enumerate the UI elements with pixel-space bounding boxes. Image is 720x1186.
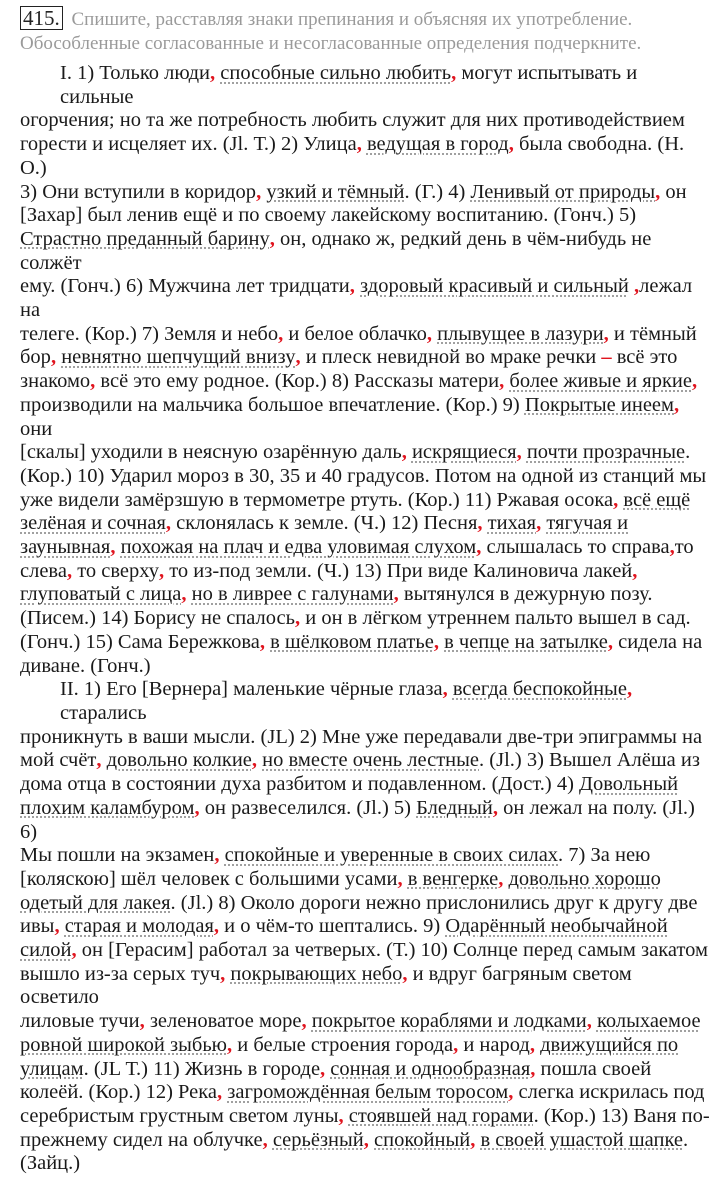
text-segment: . (683, 1128, 689, 1151)
text-line (20, 868, 710, 892)
text-line (20, 607, 710, 631)
inserted-punctuation: , (356, 133, 362, 156)
inserted-punctuation: , (50, 346, 57, 369)
underlined-definition: почти прозрачные (526, 441, 686, 464)
text-line (20, 512, 710, 536)
text-line (20, 1129, 710, 1153)
inserted-punctuation: , (586, 1010, 592, 1033)
underlined-definition: плохим каламбуром (20, 796, 195, 819)
underlined-definition: глуповатый с лица (20, 583, 182, 606)
text-segment: и плеск невидной во мраке речки (300, 346, 602, 369)
text-segment: лежал на (20, 275, 693, 322)
inserted-punctuation: , (110, 536, 116, 559)
text-segment: . (Jl.) 8) Около дороги нежно прислонились друг к другу две (170, 891, 698, 914)
text-segment: . 7) За нею (558, 844, 651, 867)
text-segment: и белые строения города (232, 1033, 454, 1056)
text-segment: могут испытывать и сильные (60, 62, 638, 108)
text-segment: бор (20, 346, 51, 369)
underlined-definition: в венгерке (407, 867, 499, 890)
exercise-text (20, 62, 710, 1176)
text-line (20, 631, 710, 655)
inserted-punctuation: , (158, 559, 165, 582)
inserted-punctuation: , (499, 370, 505, 393)
inserted-punctuation: , (603, 322, 609, 345)
text-line (20, 536, 710, 560)
underlined-definition: довольно хорошо (508, 867, 661, 890)
underlined-definition: сонная и однообразная (330, 1057, 531, 1080)
inserted-punctuation: , (607, 630, 613, 653)
text-segment: он, однако ж, редкий день в чём-нибудь не солжёт (20, 227, 652, 274)
text-line (20, 963, 710, 1010)
text-segment: (Зайц.) (20, 1152, 81, 1175)
text-segment: знакомо (20, 370, 91, 393)
text-segment: вытянулся в дежурную позу. (398, 583, 653, 606)
text-segment: . (685, 441, 691, 464)
inserted-punctuation: , (508, 133, 514, 156)
text-segment: [скалы] уходили в неясную озарённую даль (20, 441, 402, 464)
text-segment: вышло из-за серых туч (20, 962, 221, 985)
inserted-punctuation: , (476, 536, 482, 559)
text-segment: всё это (611, 346, 678, 369)
text-segment: мой счёт (20, 749, 97, 772)
text-segment: то (674, 536, 694, 559)
text-line (20, 109, 710, 133)
text-segment: он развеселился. (Jl.) 5) (199, 796, 417, 819)
text-segment: серебристым грустным светом луны (20, 1104, 339, 1127)
inserted-punctuation: , (220, 962, 226, 985)
text-segment: и о чём-то шептались. 9) (219, 915, 446, 938)
text-segment: (Писем.) 14) Борису не спалось (20, 607, 295, 630)
text-line (20, 489, 710, 513)
underlined-definition: серьёзный (272, 1128, 364, 1151)
inserted-punctuation: , (262, 1128, 268, 1151)
inserted-punctuation: , (363, 1128, 369, 1151)
inserted-punctuation: , (516, 441, 522, 464)
inserted-punctuation: , (71, 939, 77, 962)
text-segment: дома отца в состоянии духа разбитом и подавленном. (Дост.) 4) (20, 773, 580, 796)
inserted-punctuation: , (295, 346, 301, 369)
text-line (20, 1105, 710, 1129)
text-segment: он (660, 180, 687, 203)
inserted-punctuation: , (529, 1033, 535, 1056)
underlined-definition: движущийся по (540, 1033, 679, 1056)
text-segment: и народ (458, 1033, 530, 1056)
underlined-definition: колыхаемое (596, 1010, 701, 1033)
underlined-definition: похожая на плач и едва уловимая слухом (120, 536, 477, 559)
underlined-definition: здоровый красивый и сильный (360, 275, 629, 298)
underlined-definition: ровной широкой зыбью (20, 1033, 227, 1056)
underlined-definition: Бледный (416, 796, 493, 819)
inserted-punctuation: , (634, 275, 640, 298)
inserted-punctuation: , (210, 62, 216, 84)
underlined-definition: тягучая и (546, 512, 629, 535)
inserted-punctuation: , (214, 844, 220, 867)
inserted-punctuation: , (393, 583, 399, 606)
text-segment: телеге. (Кор.) 7) Земля и небо (20, 322, 279, 345)
text-line (20, 394, 710, 441)
underlined-definition: плывущее в лазури (437, 322, 604, 345)
underlined-definition: более живые и яркие (509, 370, 692, 393)
inserted-punctuation: , (194, 796, 200, 819)
inserted-punctuation: , (226, 1033, 233, 1056)
text-segment: колеёй. (Кор.) 12) Река (20, 1081, 218, 1104)
text-segment: склонялась к земле. (Ч.) 12) Песня (171, 512, 478, 535)
underlined-definition: стоявшей над горами (348, 1104, 534, 1127)
text-line (20, 275, 710, 322)
underlined-definition: улицам (20, 1057, 84, 1080)
text-segment: то сверху (72, 559, 159, 582)
inserted-punctuation: , (217, 1081, 223, 1104)
underlined-definition: искрящиеся (411, 441, 517, 464)
inserted-punctuation: , (397, 867, 403, 890)
underlined-definition: одетый для лакея (20, 891, 171, 914)
text-line (20, 560, 710, 584)
text-line (20, 892, 710, 916)
text-segment: . (JL Т.) 11) Жизнь в городе (83, 1057, 321, 1080)
underlined-definition: в шёлковом платье (270, 630, 434, 653)
underlined-definition: но в ливрее с галунами (191, 583, 394, 606)
inserted-punctuation: , (301, 1010, 307, 1033)
text-line (20, 1058, 710, 1082)
text-segment: производили на мальчика большое впечатление. (Кор.) 9) (20, 393, 525, 416)
text-segment: и вдруг багряным светом осветило (20, 962, 632, 1009)
text-segment: прежнему сидел на облучке (20, 1128, 263, 1151)
inserted-punctuation: , (626, 678, 633, 701)
inserted-punctuation: , (508, 1081, 514, 1104)
inserted-punctuation: , (492, 796, 498, 819)
underlined-definition: силой (20, 939, 72, 962)
inserted-punctuation: , (402, 962, 408, 985)
inserted-punctuation: , (470, 1128, 476, 1151)
inserted-punctuation: , (426, 322, 432, 345)
underlined-definition: в чепце на затылке (444, 630, 608, 653)
text-line (20, 726, 710, 750)
underlined-definition: в своей ушастой шапке (480, 1128, 684, 1151)
underlined-definition: способные сильно любить (220, 62, 452, 84)
exercise-number: 415. (20, 6, 63, 30)
text-line (20, 204, 710, 228)
text-segment: была свободна. (Н. О.) (20, 133, 685, 179)
inserted-punctuation: , (269, 227, 275, 250)
instruction-line-1: Спишите, расставляя знаки препинания и объясняя их употребление. Обособленные (20, 9, 633, 54)
text-segment: уже видели замёрзшую в термометре ртуть. (Кор.) 11) Ржавая осока (20, 488, 614, 511)
inserted-punctuation: , (54, 915, 60, 938)
underlined-definition: Страстно преданный барину (20, 227, 270, 250)
text-line (20, 346, 710, 370)
inserted-punctuation: , (213, 915, 220, 938)
inserted-punctuation: , (632, 559, 638, 582)
text-line (20, 465, 710, 489)
inserted-punctuation: , (498, 867, 504, 890)
text-line (20, 1081, 710, 1105)
inserted-punctuation: , (674, 393, 680, 416)
inserted-punctuation: , (96, 749, 102, 772)
inserted-punctuation: , (259, 630, 265, 653)
inserted-punctuation: , (433, 630, 439, 653)
inserted-punctuation: , (669, 536, 675, 559)
text-segment: I. 1) Только люди (60, 62, 211, 84)
text-segment: огорчения; но та же потребность любить служит для них противодействием (20, 109, 685, 132)
underlined-definition: спокойный (374, 1128, 471, 1151)
text-line (20, 915, 710, 939)
underlined-definition: загромождённая белым торосом (227, 1081, 509, 1104)
underlined-definition: Одарённый необычайной (445, 915, 668, 938)
text-segment: лиловые тучи (20, 1010, 140, 1033)
text-segment: он лежал на полу. (Jl.) 6) (20, 796, 695, 843)
underlined-definition: покрытое кораблями и лодками (311, 1010, 587, 1033)
text-line (20, 133, 710, 180)
text-segment: . (Кор.) 13) Ваня по- (533, 1104, 710, 1127)
inserted-punctuation: , (338, 1104, 344, 1127)
text-segment: (Гонч.) 15) Сама Бережкова (20, 630, 260, 653)
inserted-punctuation: , (477, 512, 483, 535)
underlined-definition: но вместе очень лестные (262, 749, 480, 772)
instruction-line-2: согласованные и несогласованные определения подчеркните. (144, 33, 642, 54)
underlined-definition: спокойные и уверенные в своих силах (224, 844, 559, 867)
inserted-punctuation: , (139, 1010, 145, 1033)
text-line (20, 655, 710, 679)
text-segment: (Кор.) 10) Ударил мороз в 30, 35 и 40 градусов. Потом на одной из станций мы (20, 464, 707, 487)
text-segment: сидела на (612, 630, 703, 653)
inserted-punctuation: , (294, 607, 301, 630)
inserted-punctuation: , (451, 62, 457, 84)
inserted-punctuation: , (530, 1057, 536, 1080)
underlined-definition: тихая (487, 512, 537, 535)
inserted-punctuation: , (401, 441, 407, 464)
text-line (20, 678, 710, 725)
underlined-definition: невнятно шепчущий внизу (61, 346, 296, 369)
underlined-definition: заунывная (20, 536, 111, 559)
text-segment: зеленоватое море (144, 1010, 302, 1033)
inserted-punctuation: , (165, 512, 171, 535)
text-line (20, 323, 710, 347)
underlined-definition: Довольный (579, 773, 679, 796)
inserted-punctuation: , (278, 322, 284, 345)
text-segment: Мы пошли на экзамен (20, 844, 215, 867)
inserted-punctuation: , (320, 1057, 326, 1080)
inserted-punctuation: , (655, 180, 661, 203)
text-segment: и белое облачко (283, 322, 427, 345)
underlined-definition: старая и молодая (64, 915, 214, 938)
underlined-definition: всегда беспокойные (452, 678, 627, 701)
text-segment: и тёмный (608, 322, 697, 345)
text-line (20, 844, 710, 868)
underlined-definition: Покрытые инеем (524, 393, 674, 416)
inserted-punctuation: , (453, 1033, 459, 1056)
exercise-instruction (20, 6, 710, 56)
text-segment: он [Герасим] работал за четверых. (Т.) 10) Солнце перед самым закатом (76, 939, 708, 962)
text-segment: пошла своей (535, 1057, 652, 1080)
text-line (20, 1034, 710, 1058)
text-line (20, 1152, 710, 1176)
inserted-punctuation: , (251, 749, 258, 772)
text-segment: они (20, 417, 53, 440)
text-line (20, 773, 710, 797)
text-segment: то из-под земли. (Ч.) 13) При виде Калиновича лакей (164, 559, 633, 582)
text-segment: проникнуть в ваши мысли. (JL) 2) Мне уже передавали две-три эпиграммы на (20, 725, 703, 748)
text-line (20, 1010, 710, 1034)
inserted-punctuation: , (442, 678, 448, 701)
text-line (20, 441, 710, 465)
text-line (20, 370, 710, 394)
inserted-punctuation: , (691, 370, 698, 393)
underlined-definition: всё ещё (623, 488, 691, 511)
text-segment: [Захар] был ленив ещё и по своему лакейскому воспитанию. (Гонч.) 5) (20, 204, 637, 227)
inserted-punctuation: , (66, 559, 73, 582)
underlined-definition: покрывающих небо (230, 962, 403, 985)
text-line (20, 62, 710, 109)
text-segment: . (Г.) 4) (404, 180, 471, 203)
text-segment: . (Jl.) 3) Вышел Алёша из (479, 749, 700, 772)
text-line (20, 228, 710, 275)
text-segment: [коляскою] шёл человек с большими усами (20, 867, 398, 890)
text-segment: ивы (20, 915, 55, 938)
text-segment: ему. (Гонч.) 6) Мужчина лет тридцати (20, 275, 350, 298)
text-segment: слегка искрилась под (513, 1081, 705, 1104)
text-segment: старались (60, 701, 147, 724)
text-segment: горести и исцеляет их. (Jl. Т.) 2) Улица (20, 133, 357, 156)
inserted-punctuation: , (256, 180, 262, 203)
text-segment: диване. (Гонч.) (20, 654, 151, 677)
underlined-definition: узкий и тёмный (266, 180, 405, 203)
inserted-punctuation: – (601, 346, 612, 369)
text-segment: слева (20, 559, 67, 582)
underlined-definition: Ленивый от природы (470, 180, 656, 203)
text-segment: и он в лёгком утреннем пальто вышел в сад. (300, 607, 691, 630)
underlined-definition: довольно колкие (106, 749, 252, 772)
text-segment: всё это ему родное. (Кор.) 8) Рассказы матери (95, 370, 500, 393)
text-segment: II. 1) Его [Вернера] маленькие чёрные глаза (60, 678, 443, 701)
underlined-definition: ведущая в город (366, 133, 509, 156)
text-line (20, 181, 710, 205)
text-line (20, 797, 710, 844)
text-line (20, 749, 710, 773)
text-line (20, 939, 710, 963)
inserted-punctuation: , (181, 583, 187, 606)
text-segment: 3) Они вступили в коридор (20, 180, 257, 203)
inserted-punctuation: , (349, 275, 355, 298)
inserted-punctuation: , (613, 488, 619, 511)
inserted-punctuation: , (536, 512, 542, 535)
text-segment: слышалась то справа (481, 536, 670, 559)
underlined-definition: зелёная и сочная (20, 512, 166, 535)
inserted-punctuation: , (90, 370, 96, 393)
text-line (20, 583, 710, 607)
